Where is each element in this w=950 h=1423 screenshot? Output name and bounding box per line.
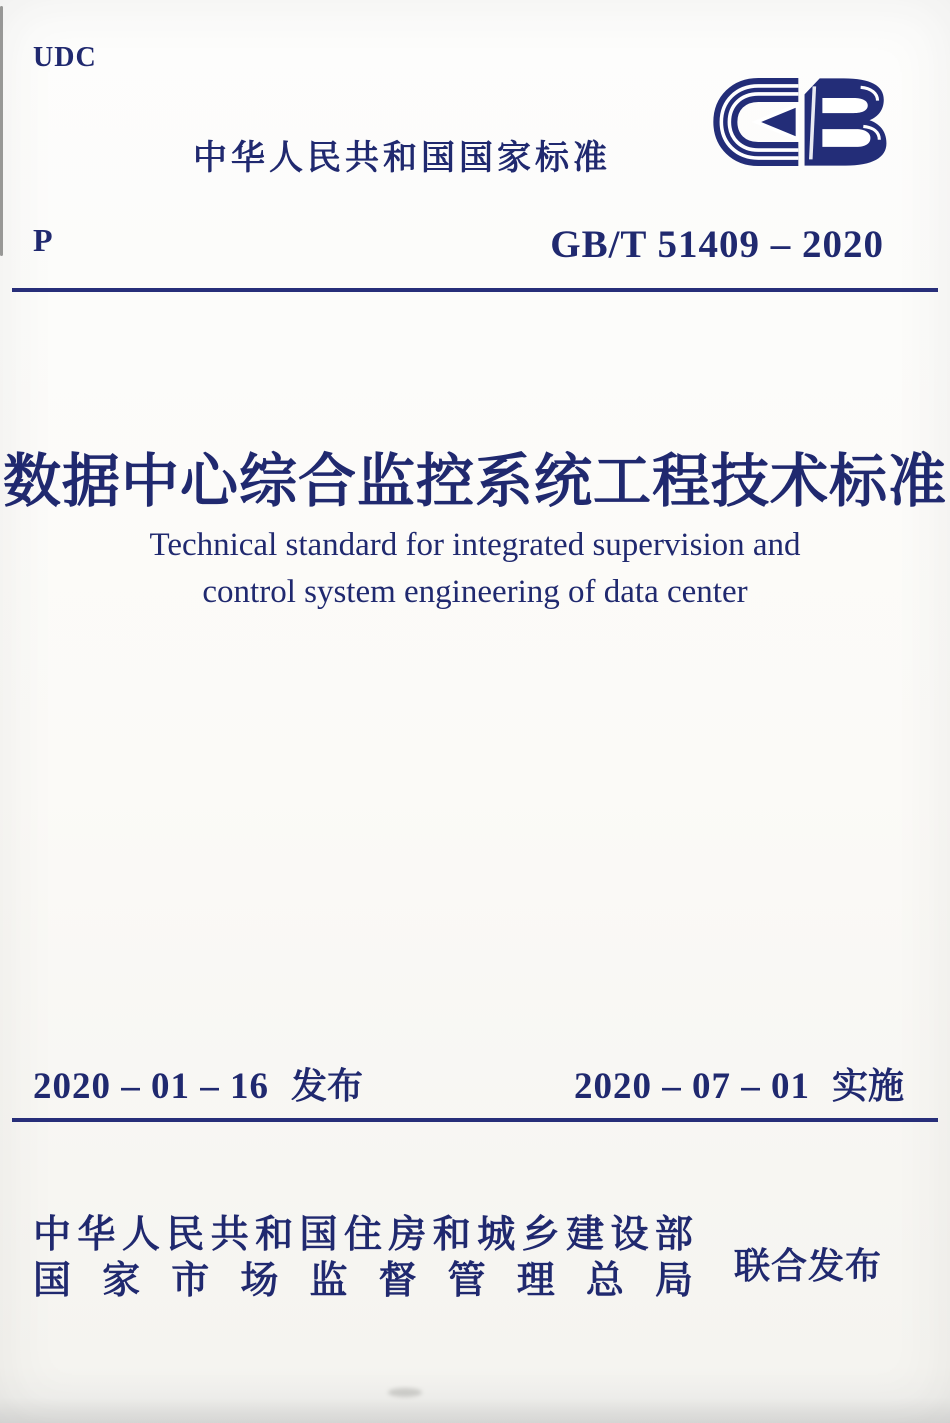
standard-title-en-line2: control system engineering of data center [202,574,748,610]
issue-label: 发布 [291,1065,364,1106]
national-standard-heading: 中华人民共和国国家标准 [193,139,611,177]
implement-date-group [574,1058,904,1109]
standard-title-zh: 数据中心综合监控系统工程技术标准 [2,449,947,514]
header-divider-rule [12,288,938,292]
publisher-line2: 国 家 市 场 监 督 管 理 总 局 [33,1260,693,1302]
standard-number: GB/T 51409 – 2020 [550,223,884,266]
issue-date: 2020 – 01 – 16 [33,1066,269,1107]
joint-publish-label: 联合发布 [733,1245,882,1286]
classification-code: P [33,222,53,258]
implement-label: 实施 [831,1065,904,1106]
scan-edge-artifact [0,6,3,256]
dates-row [33,1058,904,1109]
issue-date-group [33,1058,363,1109]
standard-title-en [0,522,950,616]
scan-smudge-artifact [388,1388,422,1397]
gb-standard-logo-icon [712,74,890,170]
implement-date: 2020 – 07 – 01 [573,1066,810,1107]
scan-bottom-shade [0,1397,950,1423]
publisher-line1: 中 华 人 民 共 和 国 住 房 和 城 乡 建 设 部 [33,1214,693,1256]
udc-label: UDC [33,42,97,73]
publisher-block [33,1212,693,1304]
standard-title-en-line1: Technical standard for integrated supervision and [149,527,801,563]
footer-divider-rule [12,1118,938,1122]
